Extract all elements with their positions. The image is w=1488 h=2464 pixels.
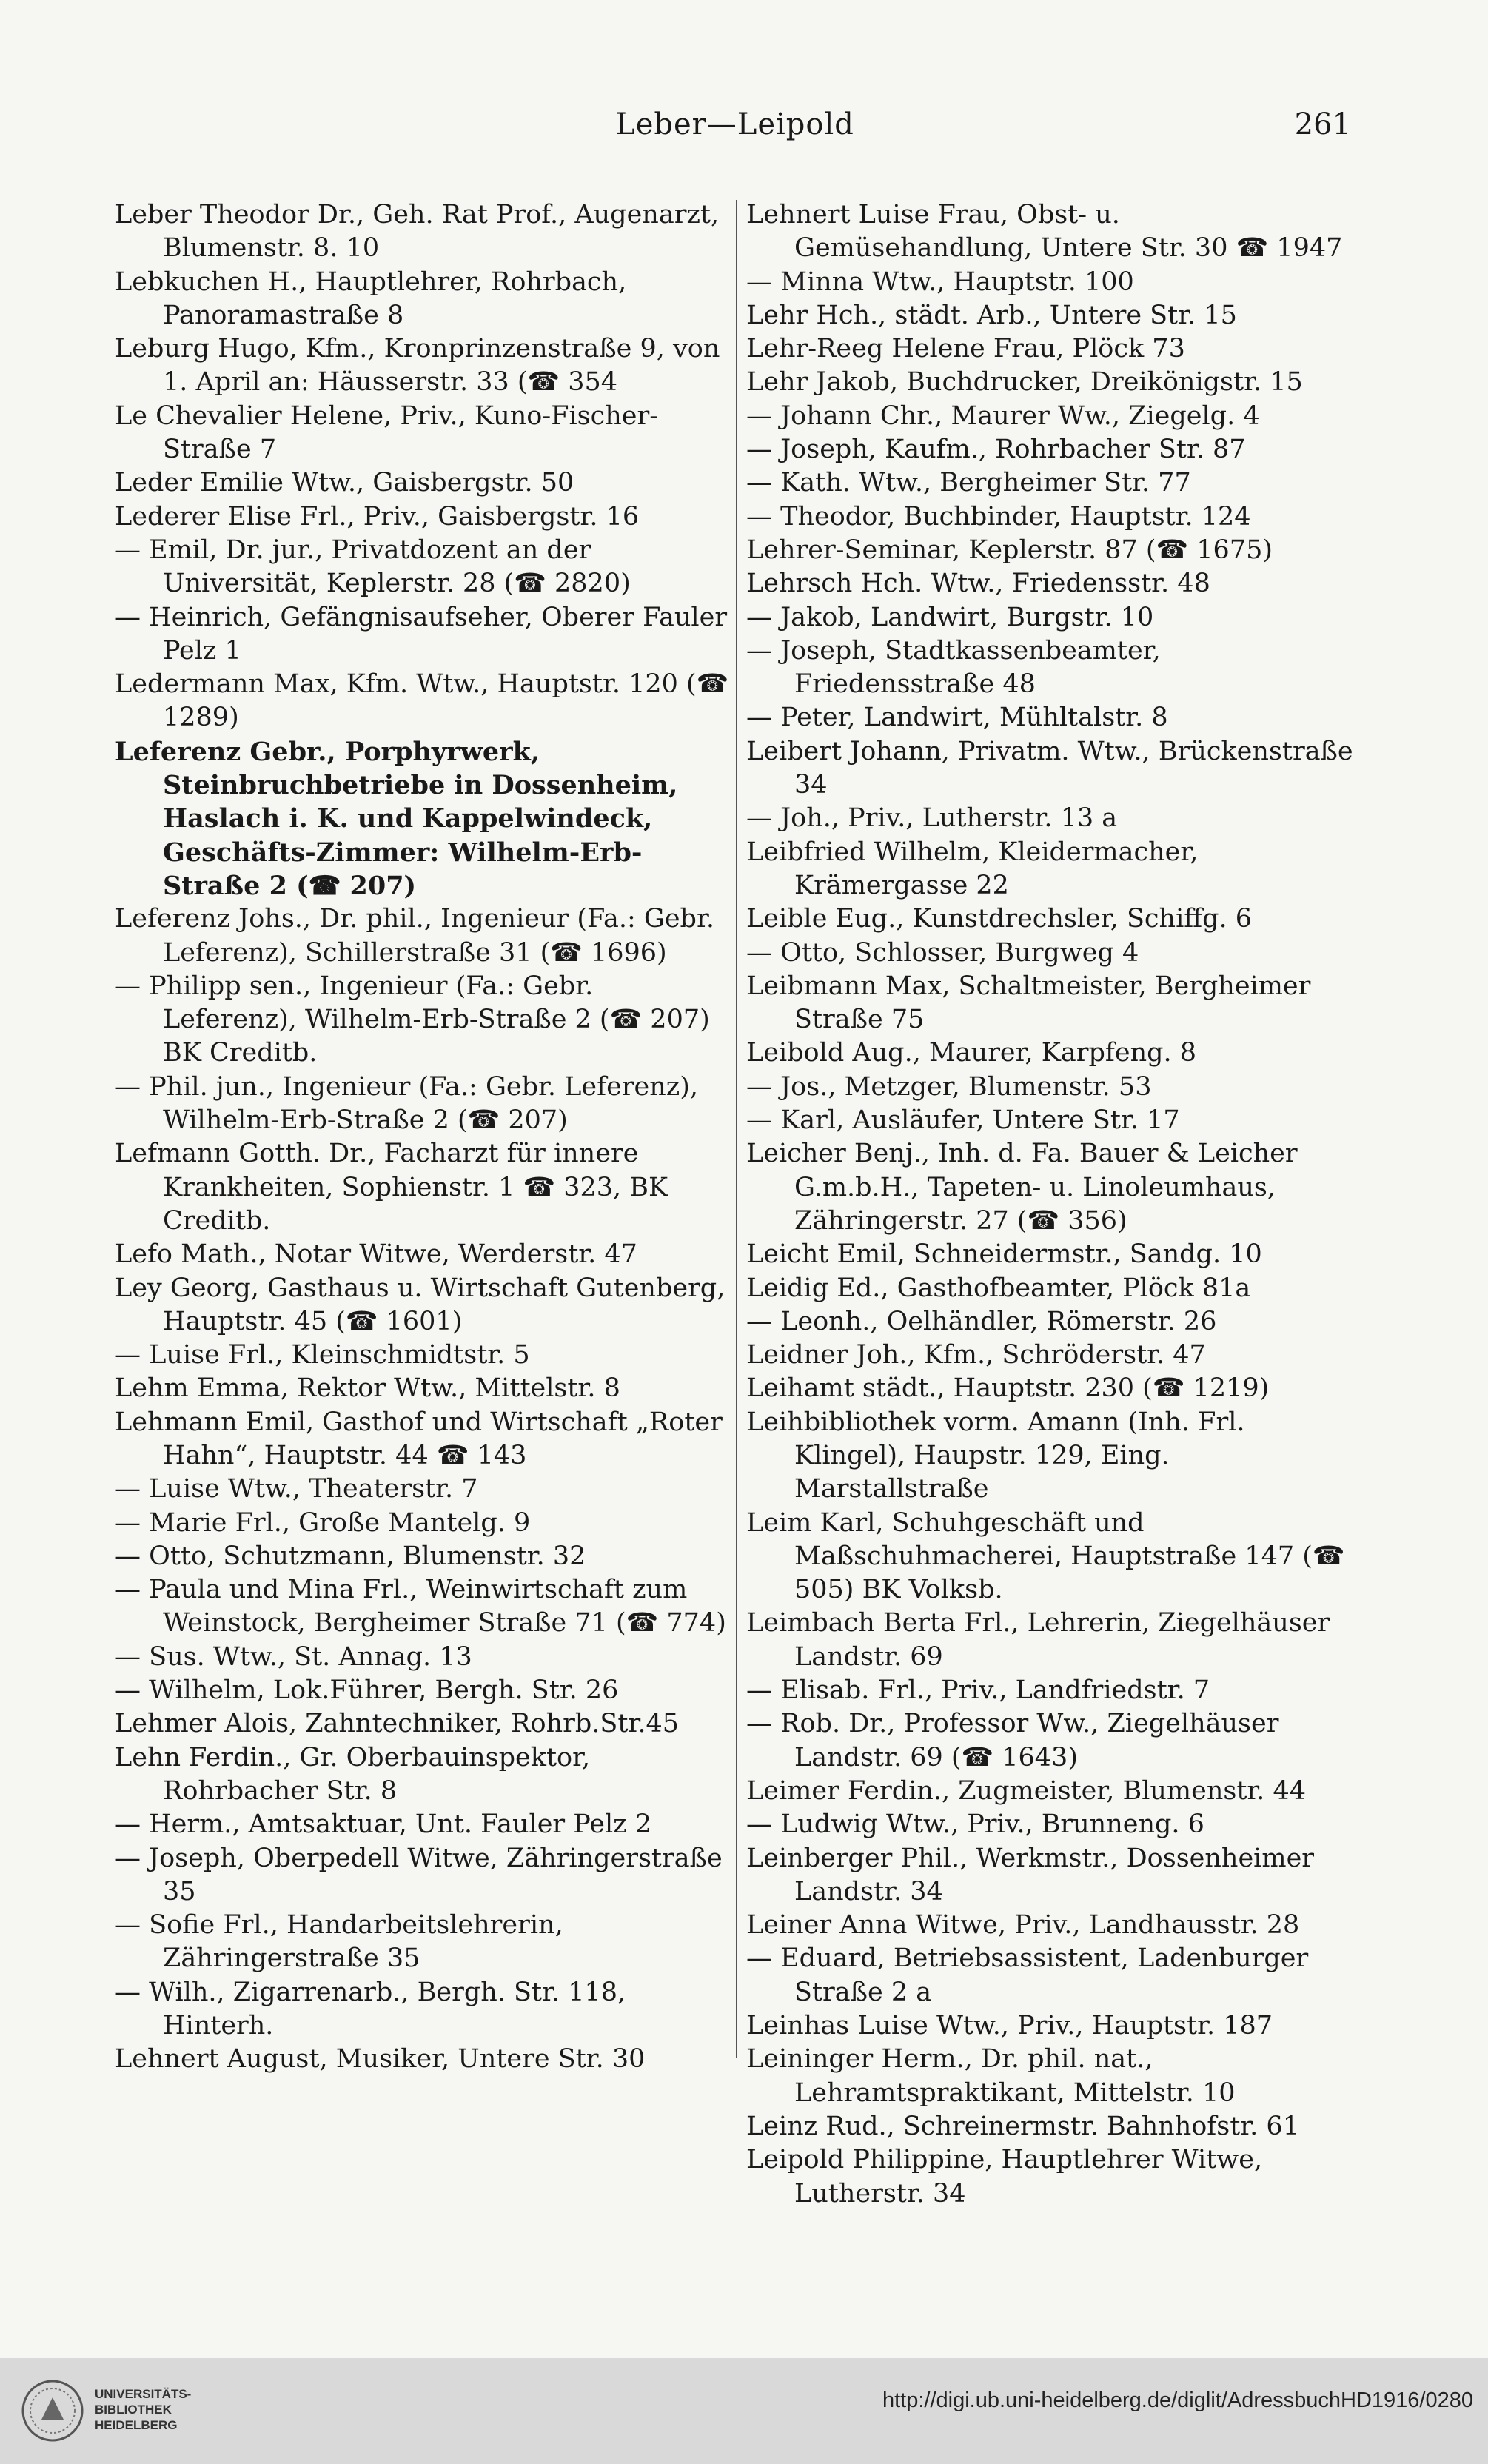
directory-entry: Leicht Emil, Schneidermstr., Sandg. 10 [746,1239,1262,1270]
running-title: Leber—Leipold [615,107,854,141]
directory-entry: Leim Karl, Schuhgeschäft und Maßschuhmacherei, Hauptstraße 147 (☎ 505) BK Volksb. [746,1507,1345,1605]
directory-entry: Leinberger Phil., Werkmstr., Dossenheimer Landstr. 34 [746,1843,1315,1906]
directory-entry: — Otto, Schlosser, Burgweg 4 [746,937,1139,968]
directory-entry: — Jakob, Landwirt, Burgstr. 10 [746,602,1154,632]
directory-entry: — Luise Wtw., Theaterstr. 7 [115,1474,478,1504]
directory-entry: Ledermann Max, Kfm. Wtw., Hauptstr. 120 (☎ 1289) [115,669,729,733]
directory-entry: Leibold Aug., Maurer, Karpfeng. 8 [746,1038,1197,1068]
directory-entry: — Joseph, Stadtkassenbeamter, Friedensstraße 48 [746,635,1161,700]
directory-entry: Leferenz Johs., Dr. phil., Ingenieur (Fa.: Gebr. Leferenz), Schillerstraße 31 (☎ 1696) [115,904,714,968]
directory-entry: — Herm., Amtsaktuar, Unt. Fauler Pelz 2 [115,1810,651,1840]
directory-entry: — Phil. jun., Ingenieur (Fa.: Gebr. Leferenz), Wilhelm-Erb-Straße 2 (☎ 207) [115,1071,699,1136]
directory-entry: Lehr Hch., städt. Arb., Untere Str. 15 [746,300,1237,330]
directory-entry: — Leonh., Oelhändler, Römerstr. 26 [746,1306,1217,1336]
directory-entry: — Theodor, Buchbinder, Hauptstr. 124 [746,501,1251,532]
left-column [115,198,729,2077]
library-seal-icon [21,2379,84,2443]
directory-entry: — Heinrich, Gefängnisaufseher, Oberer Fauler Pelz 1 [115,602,728,666]
directory-entry: Leinhas Luise Wtw., Priv., Hauptstr. 187 [746,2011,1273,2041]
directory-entry: — Sus. Wtw., St. Annag. 13 [115,1641,472,1672]
directory-entry: Lehmer Alois, Zahntechniker, Rohrb.Str.45 [115,1709,680,1739]
directory-entry: Leidner Joh., Kfm., Schröderstr. 47 [746,1340,1206,1370]
library-logo-text: UNIVERSITÄTS- BIBLIOTHEK HEIDELBERG [95,2387,192,2432]
directory-entry: — Joseph, Oberpedell Witwe, Zähringerstraße 35 [115,1843,723,1906]
directory-entry: Leinz Rud., Schreinermstr. Bahnhofstr. 61 [746,2111,1299,2141]
directory-entry: — Ludwig Wtw., Priv., Brunneng. 6 [746,1810,1204,1840]
directory-entry: Leibfried Wilhelm, Kleidermacher, Krämergasse 22 [746,837,1199,900]
directory-entry: Ley Georg, Gasthaus u. Wirtschaft Gutenberg, Hauptstr. 45 (☎ 1601) [115,1273,725,1336]
directory-entry: Lehrsch Hch. Wtw., Friedensstr. 48 [746,569,1210,599]
directory-entry: Leipold Philippine, Hauptlehrer Witwe, Lutherstr. 34 [746,2145,1263,2209]
library-logo[interactable] [21,2373,243,2447]
directory-entry: Leder Emilie Wtw., Gaisbergstr. 50 [115,468,574,498]
directory-entry: Leibmann Max, Schaltmeister, Bergheimer Straße 75 [746,971,1311,1035]
directory-entry: — Elisab. Frl., Priv., Landfriedstr. 7 [746,1675,1210,1706]
directory-entry: Le Chevalier Helene, Priv., Kuno-Fischer-Straße 7 [115,401,659,465]
directory-entry: Leburg Hugo, Kfm., Kronprinzenstraße 9, von 1. April an: Häusserstr. 33 (☎ 354 [115,334,720,398]
directory-entry: Lederer Elise Frl., Priv., Gaisbergstr. 16 [115,501,640,532]
source-url-link[interactable]: http://digi.ub.uni-heidelberg.de/diglit/AdressbuchHD1916/0280 [882,2388,1473,2412]
directory-entry: — Jos., Metzger, Blumenstr. 53 [746,1071,1152,1102]
directory-entry: Lehr Jakob, Buchdrucker, Dreikönigstr. 15 [746,367,1303,398]
directory-entry: Leininger Herm., Dr. phil. nat., Lehramtspraktikant, Mittelstr. 10 [746,2044,1236,2108]
directory-entry: Leimbach Berta Frl., Lehrerin, Ziegelhäuser Landstr. 69 [746,1608,1330,1672]
directory-entry: — Sofie Frl., Handarbeitslehrerin, Zähringerstraße 35 [115,1910,563,1974]
directory-entry: Lehmann Emil, Gasthof und Wirtschaft „Roter Hahn“, Hauptstr. 44 ☎ 143 [115,1407,723,1470]
directory-entry: — Marie Frl., Große Mantelg. 9 [115,1507,531,1538]
directory-entry: — Luise Frl., Kleinschmidtstr. 5 [115,1340,530,1370]
directory-entry: — Joseph, Kaufm., Rohrbacher Str. 87 [746,435,1246,465]
directory-entry: Lebkuchen H., Hauptlehrer, Rohrbach, Panoramastraße 8 [115,267,627,330]
directory-entry: — Minna Wtw., Hauptstr. 100 [746,267,1134,297]
directory-entry: Leicher Benj., Inh. d. Fa. Bauer & Leicher G.m.b.H., Tapeten- u. Linoleumhaus, Zähringerstr. 27 (☎ 356) [746,1139,1298,1236]
directory-entry: Leible Eug., Kunstdrechsler, Schiffg. 6 [746,904,1253,934]
directory-entry: Leibert Johann, Privatm. Wtw., Brückenstraße 34 [746,736,1353,800]
directory-entry: Leihbibliothek vorm. Amann (Inh. Frl. Klingel), Haupstr. 129, Eing. Marstallstraße [746,1407,1245,1504]
directory-entry: — Otto, Schutzmann, Blumenstr. 32 [115,1541,586,1571]
directory-entry: Lehn Ferdin., Gr. Oberbauinspektor, Rohrbacher Str. 8 [115,1742,591,1806]
directory-entry: Leihamt städt., Hauptstr. 230 (☎ 1219) [746,1373,1270,1404]
directory-entry: Lefo Math., Notar Witwe, Werderstr. 47 [115,1239,637,1270]
directory-entry: — Karl, Ausläufer, Untere Str. 17 [746,1105,1180,1136]
directory-entry: — Wilh., Zigarrenarb., Bergh. Str. 118, Hinterh. [115,1977,626,2041]
directory-entry: Lehnert Luise Frau, Obst- u. Gemüsehandlung, Untere Str. 30 ☎ 1947 [746,200,1343,264]
directory-entry: Leber Theodor Dr., Geh. Rat Prof., Augenarzt, Blumenstr. 8. 10 [115,200,720,264]
directory-entry: — Joh., Priv., Lutherstr. 13 a [746,803,1118,834]
directory-entry: Lehr-Reeg Helene Frau, Plöck 73 [746,334,1185,364]
directory-entry: — Rob. Dr., Professor Ww., Ziegelhäuser Landstr. 69 (☎ 1643) [746,1709,1279,1772]
directory-entry: — Eduard, Betriebsassistent, Ladenburger Straße 2 a [746,1944,1309,2007]
directory-entry: Lehm Emma, Rektor Wtw., Mittelstr. 8 [115,1373,620,1404]
page-number: 261 [1294,107,1351,141]
directory-entry: — Kath. Wtw., Bergheimer Str. 77 [746,468,1191,498]
directory-entry: — Wilhelm, Lok.Führer, Bergh. Str. 26 [115,1675,619,1706]
directory-entry: — Johann Chr., Maurer Ww., Ziegelg. 4 [746,401,1260,431]
directory-entry: Leferenz Gebr., Porphyrwerk, Steinbruchbetriebe in Dossenheim, Haslach i. K. und Kappelwindeck, Geschäfts-Zimmer: Wilhelm-Erb-Straße 2 (☎ 207) [115,736,678,901]
directory-entry: Lehnert August, Musiker, Untere Str. 30 [115,2044,646,2075]
right-column [746,198,1361,2211]
directory-entry: Leimer Ferdin., Zugmeister, Blumenstr. 44 [746,1775,1307,1806]
directory-entry: — Emil, Dr. jur., Privatdozent an der Universität, Keplerstr. 28 (☎ 2820) [115,535,631,599]
directory-entry: Lehrer-Seminar, Keplerstr. 87 (☎ 1675) [746,535,1273,565]
directory-entry: Leiner Anna Witwe, Priv., Landhausstr. 28 [746,1910,1300,1941]
directory-entry: — Philipp sen., Ingenieur (Fa.: Gebr. Leferenz), Wilhelm-Erb-Straße 2 (☎ 207) BK Creditb. [115,971,710,1068]
directory-entry: Leidig Ed., Gasthofbeamter, Plöck 81a [746,1273,1251,1303]
column-divider [736,200,737,2058]
page-header [118,107,1351,152]
directory-entry: — Paula und Mina Frl., Weinwirtschaft zum Weinstock, Bergheimer Straße 71 (☎ 774) [115,1575,726,1638]
directory-entry: Lefmann Gotth. Dr., Facharzt für innere Krankheiten, Sophienstr. 1 ☎ 323, BK Creditb. [115,1139,668,1236]
directory-entry: — Peter, Landwirt, Mühltalstr. 8 [746,703,1168,733]
